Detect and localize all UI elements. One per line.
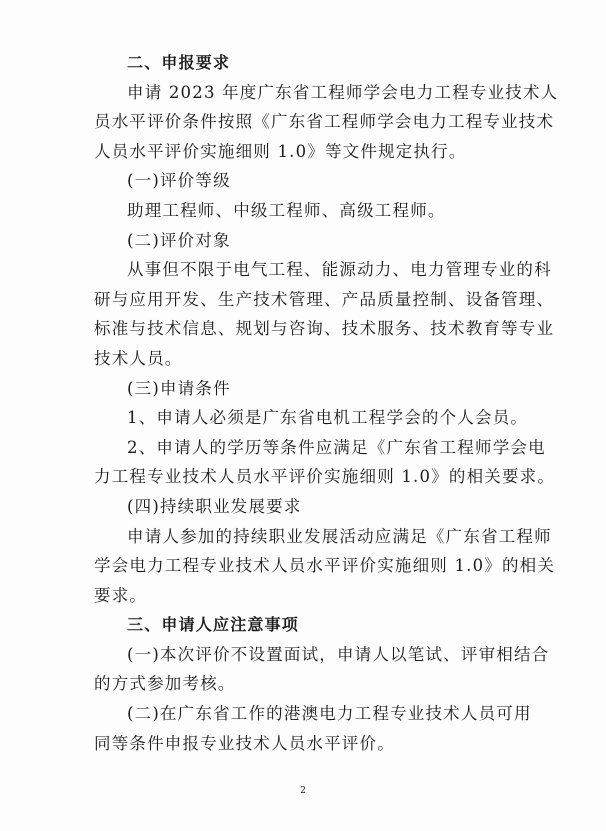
paragraph-line: 的方式参加考核。 (94, 674, 236, 694)
condition-item-2 (94, 433, 556, 492)
paragraph-line: 申请 2023 年度广东省工程师学会电力工程专业技术人 (127, 82, 559, 102)
notes-item-2 (94, 699, 534, 758)
section-heading-requirements: 二、申报要求 (127, 53, 231, 72)
subsection-title-application-conditions: (三)申请条件 (127, 378, 231, 398)
paragraph-line: (二)在广东省工作的港澳电力工程专业技术人员可用 (127, 704, 532, 724)
paragraph-line: 员水平评价条件按照《广东省工程师学会电力工程专业技术 (94, 112, 555, 132)
paragraph-line: 从事但不限于电气工程、能源动力、电力管理专业的科 (127, 260, 552, 280)
evaluation-level-text: 助理工程师、中级工程师、高级工程师。 (127, 200, 446, 220)
paragraph-line: 技术人员。 (94, 348, 183, 368)
page-number: 2 (300, 786, 306, 796)
paragraph-line: 研与应用开发、生产技术管理、产品质量控制、设备管理、 (94, 289, 555, 309)
paragraph-line: 2、申请人的学历等条件应满足《广东省工程师学会电 (127, 437, 546, 457)
paragraph-line: 标准与技术信息、规划与咨询、技术服务、技术教育等专业 (94, 319, 555, 339)
notes-item-1 (94, 640, 550, 699)
condition-item-1: 1、申请人必须是广东省电机工程学会的个人会员。 (127, 408, 529, 428)
paragraph-line: 同等条件申报专业技术人员水平评价。 (94, 733, 395, 753)
paragraph-line: 要求。 (94, 585, 148, 605)
paragraph-line: 学会电力工程专业技术人员水平评价实施细则 1.0》的相关 (94, 556, 556, 576)
evaluation-target-paragraph (94, 255, 555, 373)
paragraph-line: (一)本次评价不设置面试，申请人以笔试、评审相结合 (127, 644, 550, 664)
professional-development-paragraph (94, 522, 556, 611)
subsection-title-professional-development: (四)持续职业发展要求 (127, 496, 302, 516)
section-heading-notes: 三、申请人应注意事项 (127, 615, 300, 635)
section-intro-paragraph (94, 78, 559, 167)
paragraph-line: 人员水平评价实施细则 1.0》等文件规定执行。 (94, 141, 467, 161)
subsection-title-evaluation-target: (二)评价对象 (127, 230, 231, 250)
subsection-title-evaluation-level: (一)评价等级 (127, 171, 231, 191)
paragraph-line: 力工程专业技术人员水平评价实施细则 1.0》的相关要求。 (94, 467, 556, 487)
paragraph-line: 申请人参加的持续职业发展活动应满足《广东省工程师 (127, 526, 552, 546)
document-body (94, 48, 559, 758)
